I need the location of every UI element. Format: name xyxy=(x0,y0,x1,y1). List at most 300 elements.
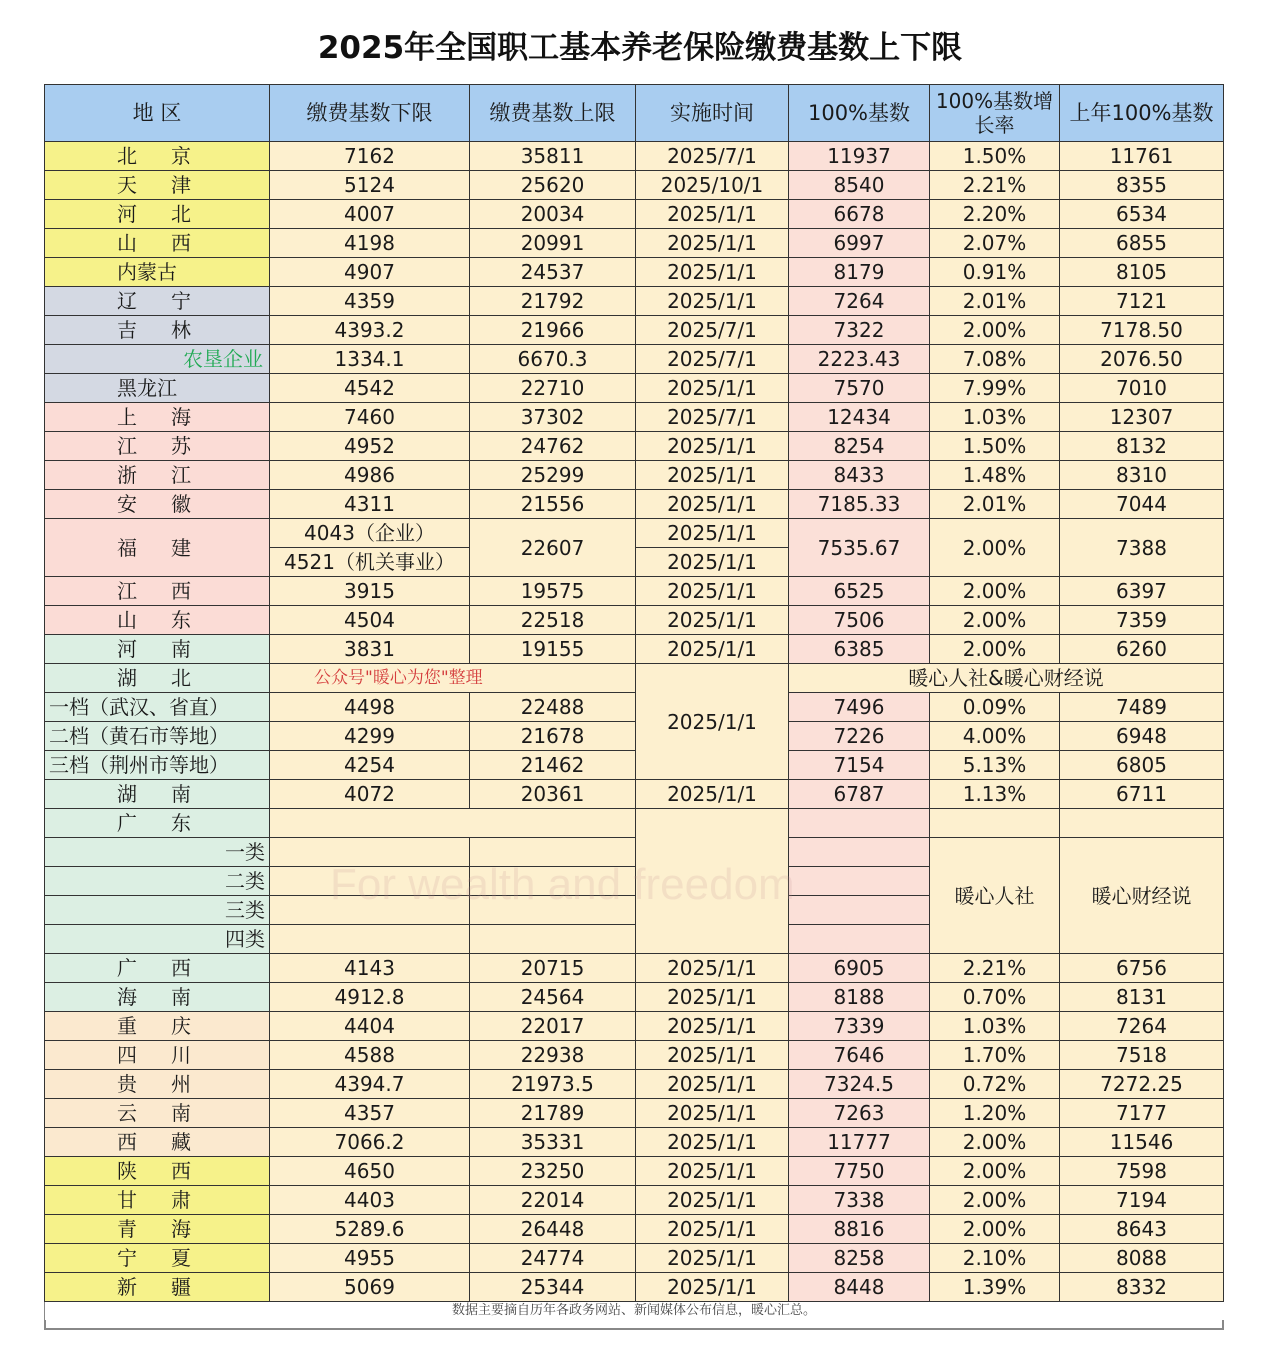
growth-cell: 1.50% xyxy=(930,432,1060,461)
prev-cell: 7264 xyxy=(1060,1012,1224,1041)
region-cell: 湖北 xyxy=(45,664,270,693)
table-row xyxy=(45,200,1224,229)
col-date: 实施时间 xyxy=(636,85,789,142)
upper-cell xyxy=(470,867,636,896)
lower-cell: 4952 xyxy=(270,432,470,461)
upper-cell: 20034 xyxy=(470,200,636,229)
base-cell: 6905 xyxy=(789,954,930,983)
region-cell: 甘肃 xyxy=(45,1186,270,1215)
lower-cell: 4404 xyxy=(270,1012,470,1041)
page-title: 2025年全国职工基本养老保险缴费基数上下限 xyxy=(317,30,963,66)
prev-cell: 6260 xyxy=(1060,635,1224,664)
base-cell xyxy=(789,925,930,954)
lower-cell: 4542 xyxy=(270,374,470,403)
growth-cell: 2.20% xyxy=(930,200,1060,229)
prev-cell: 8310 xyxy=(1060,461,1224,490)
region-cell: 湖南 xyxy=(45,780,270,809)
col-base: 100%基数 xyxy=(789,85,930,142)
base-cell: 7496 xyxy=(789,693,930,722)
base-cell: 8433 xyxy=(789,461,930,490)
base-cell: 7185.33 xyxy=(789,490,930,519)
date-cell: 2025/1/1 xyxy=(636,200,789,229)
growth-cell: 2.00% xyxy=(930,635,1060,664)
upper-cell: 25299 xyxy=(470,461,636,490)
region-cell: 吉林 xyxy=(45,316,270,345)
upper-cell: 20715 xyxy=(470,954,636,983)
lower-cell: 4359 xyxy=(270,287,470,316)
date-cell: 2025/1/1 xyxy=(636,258,789,287)
region-cell: 农垦企业 xyxy=(45,345,270,374)
date-cell: 2025/1/1 xyxy=(636,287,789,316)
header-row xyxy=(45,85,1224,142)
base-cell: 7338 xyxy=(789,1186,930,1215)
prev-cell: 8105 xyxy=(1060,258,1224,287)
growth-cell: 1.13% xyxy=(930,780,1060,809)
growth-cell: 0.91% xyxy=(930,258,1060,287)
lower-cell: 4299 xyxy=(270,722,470,751)
base-cell: 11777 xyxy=(789,1128,930,1157)
upper-cell: 6670.3 xyxy=(470,345,636,374)
lower-cell: 4588 xyxy=(270,1041,470,1070)
lower-cell: 7460 xyxy=(270,403,470,432)
region-cell: 贵州 xyxy=(45,1070,270,1099)
region-cell: 河南 xyxy=(45,635,270,664)
region-cell: 江苏 xyxy=(45,432,270,461)
table-row xyxy=(45,142,1224,171)
base-cell: 8448 xyxy=(789,1273,930,1302)
date-cell: 2025/7/1 xyxy=(636,345,789,374)
region-cell: 上海 xyxy=(45,403,270,432)
base-cell: 6997 xyxy=(789,229,930,258)
lower-cell: 4043（企业） xyxy=(270,519,470,548)
upper-cell: 35811 xyxy=(470,142,636,171)
prev-cell: 6855 xyxy=(1060,229,1224,258)
table-row xyxy=(45,606,1224,635)
table-row xyxy=(45,1041,1224,1070)
date-cell: 2025/10/1 xyxy=(636,171,789,200)
prev-cell: 8355 xyxy=(1060,171,1224,200)
growth-cell: 2.00% xyxy=(930,1157,1060,1186)
lower-cell: 4393.2 xyxy=(270,316,470,345)
base-cell: 7324.5 xyxy=(789,1070,930,1099)
growth-cell: 0.72% xyxy=(930,1070,1060,1099)
banner-cell: 暖心人社&暖心财经说 xyxy=(789,664,1224,693)
growth-cell: 2.00% xyxy=(930,519,1060,577)
lower-cell xyxy=(270,896,470,925)
region-cell: 福建 xyxy=(45,519,270,577)
table-row xyxy=(45,838,1224,867)
table-row xyxy=(45,229,1224,258)
prev-cell: 7178.50 xyxy=(1060,316,1224,345)
growth-cell: 1.39% xyxy=(930,1273,1060,1302)
region-cell: 辽宁 xyxy=(45,287,270,316)
upper-cell: 24564 xyxy=(470,983,636,1012)
lower-cell: 4986 xyxy=(270,461,470,490)
prev-cell: 7044 xyxy=(1060,490,1224,519)
upper-cell: 19575 xyxy=(470,577,636,606)
date-cell: 2025/1/1 xyxy=(636,1273,789,1302)
date-cell: 2025/1/1 xyxy=(636,635,789,664)
date-cell: 2025/1/1 xyxy=(636,1012,789,1041)
prev-cell: 7194 xyxy=(1060,1186,1224,1215)
upper-cell: 22014 xyxy=(470,1186,636,1215)
prev-cell: 7489 xyxy=(1060,693,1224,722)
region-cell: 一类 xyxy=(45,838,270,867)
lower-cell: 4357 xyxy=(270,1099,470,1128)
table-row xyxy=(45,751,1224,780)
lower-cell: 4072 xyxy=(270,780,470,809)
date-cell: 2025/1/1 xyxy=(636,432,789,461)
table-row xyxy=(45,461,1224,490)
base-cell: 2223.43 xyxy=(789,345,930,374)
table-row xyxy=(45,809,1224,838)
lower-cell: 7066.2 xyxy=(270,1128,470,1157)
upper-cell: 20361 xyxy=(470,780,636,809)
table-row xyxy=(45,374,1224,403)
lower-cell: 4198 xyxy=(270,229,470,258)
region-cell: 云南 xyxy=(45,1099,270,1128)
date-cell: 2025/1/1 xyxy=(636,780,789,809)
table-row xyxy=(45,287,1224,316)
lower-cell: 4504 xyxy=(270,606,470,635)
region-cell: 青海 xyxy=(45,1215,270,1244)
table-row xyxy=(45,693,1224,722)
table-row xyxy=(45,171,1224,200)
region-cell: 西藏 xyxy=(45,1128,270,1157)
base-cell: 11937 xyxy=(789,142,930,171)
growth-cell: 2.21% xyxy=(930,171,1060,200)
note-cell: 公众号"暖心为您"整理 xyxy=(270,664,636,693)
growth-cell: 2.00% xyxy=(930,606,1060,635)
growth-cell: 7.99% xyxy=(930,374,1060,403)
upper-cell: 19155 xyxy=(470,635,636,664)
base-cell: 7646 xyxy=(789,1041,930,1070)
prev-cell: 11546 xyxy=(1060,1128,1224,1157)
table-row xyxy=(45,258,1224,287)
date-cell: 2025/1/1 xyxy=(636,1157,789,1186)
upper-cell: 25344 xyxy=(470,1273,636,1302)
lower-cell: 5289.6 xyxy=(270,1215,470,1244)
growth-cell: 1.48% xyxy=(930,461,1060,490)
base-cell: 7570 xyxy=(789,374,930,403)
date-cell: 2025/1/1 xyxy=(636,229,789,258)
growth-cell: 1.20% xyxy=(930,1099,1060,1128)
growth-cell: 暖心人社 xyxy=(930,838,1060,954)
lower-cell: 4650 xyxy=(270,1157,470,1186)
prev-cell: 8131 xyxy=(1060,983,1224,1012)
prev-cell: 7388 xyxy=(1060,519,1224,577)
table-row xyxy=(45,1215,1224,1244)
growth-cell: 2.01% xyxy=(930,287,1060,316)
table-row xyxy=(45,635,1224,664)
base-cell xyxy=(789,809,930,838)
prev-cell: 8088 xyxy=(1060,1244,1224,1273)
lower-cell: 4254 xyxy=(270,751,470,780)
upper-cell: 21462 xyxy=(470,751,636,780)
lower-cell xyxy=(270,925,470,954)
date-cell: 2025/1/1 xyxy=(636,548,789,577)
growth-cell: 2.00% xyxy=(930,1128,1060,1157)
upper-cell: 24762 xyxy=(470,432,636,461)
prev-cell: 7010 xyxy=(1060,374,1224,403)
prev-cell: 12307 xyxy=(1060,403,1224,432)
table-row xyxy=(45,577,1224,606)
upper-cell: 25620 xyxy=(470,171,636,200)
upper-cell xyxy=(470,896,636,925)
upper-cell: 24774 xyxy=(470,1244,636,1273)
upper-cell: 22938 xyxy=(470,1041,636,1070)
base-cell: 7154 xyxy=(789,751,930,780)
date-cell: 2025/1/1 xyxy=(636,577,789,606)
base-cell: 8254 xyxy=(789,432,930,461)
table-row xyxy=(45,780,1224,809)
growth-cell: 4.00% xyxy=(930,722,1060,751)
date-cell: 2025/1/1 xyxy=(636,664,789,780)
upper-cell: 21792 xyxy=(470,287,636,316)
date-cell: 2025/1/1 xyxy=(636,1099,789,1128)
base-cell: 7264 xyxy=(789,287,930,316)
col-region: 地 区 xyxy=(45,85,270,142)
prev-cell: 8643 xyxy=(1060,1215,1224,1244)
prev-cell: 2076.50 xyxy=(1060,345,1224,374)
base-cell: 6678 xyxy=(789,200,930,229)
growth-cell: 2.10% xyxy=(930,1244,1060,1273)
growth-cell: 0.09% xyxy=(930,693,1060,722)
region-cell: 新疆 xyxy=(45,1273,270,1302)
growth-cell: 1.70% xyxy=(930,1041,1060,1070)
date-cell: 2025/1/1 xyxy=(636,374,789,403)
date-cell: 2025/1/1 xyxy=(636,1186,789,1215)
table-row xyxy=(45,316,1224,345)
upper-cell: 22710 xyxy=(470,374,636,403)
lower-cell: 4912.8 xyxy=(270,983,470,1012)
region-cell: 宁夏 xyxy=(45,1244,270,1273)
base-cell: 7322 xyxy=(789,316,930,345)
region-cell: 广西 xyxy=(45,954,270,983)
upper-cell: 22017 xyxy=(470,1012,636,1041)
table-row xyxy=(45,954,1224,983)
lower-cell: 4403 xyxy=(270,1186,470,1215)
region-cell: 山东 xyxy=(45,606,270,635)
table-row xyxy=(45,983,1224,1012)
upper-cell: 22518 xyxy=(470,606,636,635)
growth-cell: 0.70% xyxy=(930,983,1060,1012)
lower-cell xyxy=(270,867,470,896)
upper-cell: 20991 xyxy=(470,229,636,258)
upper-cell: 24537 xyxy=(470,258,636,287)
date-cell: 2025/1/1 xyxy=(636,1070,789,1099)
date-cell: 2025/1/1 xyxy=(636,490,789,519)
growth-cell: 2.07% xyxy=(930,229,1060,258)
base-cell: 8188 xyxy=(789,983,930,1012)
table-row xyxy=(45,432,1224,461)
region-cell: 海南 xyxy=(45,983,270,1012)
upper-cell xyxy=(470,838,636,867)
table-row xyxy=(45,722,1224,751)
growth-cell: 2.00% xyxy=(930,1186,1060,1215)
growth-cell: 1.03% xyxy=(930,1012,1060,1041)
growth-cell: 7.08% xyxy=(930,345,1060,374)
base-cell: 6385 xyxy=(789,635,930,664)
table-row xyxy=(45,1244,1224,1273)
date-cell: 2025/1/1 xyxy=(636,954,789,983)
growth-cell: 2.00% xyxy=(930,577,1060,606)
base-cell: 8258 xyxy=(789,1244,930,1273)
prev-cell: 6711 xyxy=(1060,780,1224,809)
lower-cell xyxy=(270,809,636,838)
upper-cell: 21678 xyxy=(470,722,636,751)
base-cell: 6525 xyxy=(789,577,930,606)
region-cell: 黑龙江 xyxy=(45,374,270,403)
base-cell xyxy=(789,867,930,896)
prev-cell: 6948 xyxy=(1060,722,1224,751)
region-cell: 安徽 xyxy=(45,490,270,519)
region-cell: 一档（武汉、省直） xyxy=(45,693,270,722)
prev-cell: 6397 xyxy=(1060,577,1224,606)
prev-cell: 暖心财经说 xyxy=(1060,838,1224,954)
date-cell: 2025/1/1 xyxy=(636,519,789,548)
date-cell: 2025/1/1 xyxy=(636,461,789,490)
upper-cell: 21789 xyxy=(470,1099,636,1128)
upper-cell: 21966 xyxy=(470,316,636,345)
lower-cell: 4007 xyxy=(270,200,470,229)
region-cell: 三档（荆州市等地） xyxy=(45,751,270,780)
prev-cell: 11761 xyxy=(1060,142,1224,171)
upper-cell: 22607 xyxy=(470,519,636,577)
upper-cell: 22488 xyxy=(470,693,636,722)
prev-cell: 6756 xyxy=(1060,954,1224,983)
growth-cell: 2.00% xyxy=(930,1215,1060,1244)
base-cell: 6787 xyxy=(789,780,930,809)
date-cell: 2025/1/1 xyxy=(636,1128,789,1157)
date-cell: 2025/1/1 xyxy=(636,1244,789,1273)
date-cell: 2025/7/1 xyxy=(636,142,789,171)
table-row xyxy=(45,1070,1224,1099)
lower-cell: 4311 xyxy=(270,490,470,519)
upper-cell: 26448 xyxy=(470,1215,636,1244)
upper-cell: 37302 xyxy=(470,403,636,432)
date-cell xyxy=(636,809,789,954)
growth-cell: 2.01% xyxy=(930,490,1060,519)
table-row xyxy=(45,403,1224,432)
region-cell: 二档（黄石市等地） xyxy=(45,722,270,751)
prev-cell: 7598 xyxy=(1060,1157,1224,1186)
table-row xyxy=(45,1186,1224,1215)
table-row xyxy=(45,1128,1224,1157)
region-cell: 二类 xyxy=(45,867,270,896)
region-cell: 山西 xyxy=(45,229,270,258)
table-row xyxy=(45,519,1224,548)
footer-note: 数据主要摘自历年各政务网站、新闻媒体公布信息，暖心汇总。 xyxy=(45,1302,1224,1321)
growth-cell: 2.00% xyxy=(930,316,1060,345)
prev-cell: 7359 xyxy=(1060,606,1224,635)
lower-cell: 3831 xyxy=(270,635,470,664)
region-cell: 四川 xyxy=(45,1041,270,1070)
growth-cell: 2.21% xyxy=(930,954,1060,983)
upper-cell: 21973.5 xyxy=(470,1070,636,1099)
base-cell xyxy=(789,838,930,867)
base-cell: 8179 xyxy=(789,258,930,287)
base-cell: 7226 xyxy=(789,722,930,751)
region-cell: 浙江 xyxy=(45,461,270,490)
base-cell xyxy=(789,896,930,925)
growth-cell: 5.13% xyxy=(930,751,1060,780)
region-cell: 天津 xyxy=(45,171,270,200)
date-cell: 2025/1/1 xyxy=(636,983,789,1012)
base-cell: 8816 xyxy=(789,1215,930,1244)
prev-cell: 6805 xyxy=(1060,751,1224,780)
lower-cell: 5069 xyxy=(270,1273,470,1302)
upper-cell: 23250 xyxy=(470,1157,636,1186)
pension-base-table xyxy=(44,84,1224,1320)
prev-cell: 7121 xyxy=(1060,287,1224,316)
lower-cell: 1334.1 xyxy=(270,345,470,374)
lower-cell: 4498 xyxy=(270,693,470,722)
prev-cell: 7272.25 xyxy=(1060,1070,1224,1099)
region-cell: 陕西 xyxy=(45,1157,270,1186)
prev-cell: 8332 xyxy=(1060,1273,1224,1302)
lower-cell: 4955 xyxy=(270,1244,470,1273)
upper-cell: 21556 xyxy=(470,490,636,519)
date-cell: 2025/1/1 xyxy=(636,606,789,635)
table-row xyxy=(45,1012,1224,1041)
col-prev: 上年100%基数 xyxy=(1060,85,1224,142)
date-cell: 2025/1/1 xyxy=(636,1041,789,1070)
table-row xyxy=(45,1273,1224,1302)
region-cell: 广东 xyxy=(45,809,270,838)
footer-row xyxy=(45,1302,1224,1321)
col-lower: 缴费基数下限 xyxy=(270,85,470,142)
upper-cell: 35331 xyxy=(470,1128,636,1157)
col-growth: 100%基数增长率 xyxy=(930,85,1060,142)
table-row xyxy=(45,664,1224,693)
table-row xyxy=(45,345,1224,374)
growth-cell: 1.03% xyxy=(930,403,1060,432)
date-cell: 2025/1/1 xyxy=(636,1215,789,1244)
region-cell: 三类 xyxy=(45,896,270,925)
date-cell: 2025/7/1 xyxy=(636,403,789,432)
lower-cell: 4394.7 xyxy=(270,1070,470,1099)
table-row xyxy=(45,490,1224,519)
table-row xyxy=(45,1157,1224,1186)
region-cell: 北京 xyxy=(45,142,270,171)
base-cell: 7750 xyxy=(789,1157,930,1186)
prev-cell: 7518 xyxy=(1060,1041,1224,1070)
base-cell: 8540 xyxy=(789,171,930,200)
lower-cell: 4521（机关事业） xyxy=(270,548,470,577)
growth-cell: 1.50% xyxy=(930,142,1060,171)
prev-cell: 7177 xyxy=(1060,1099,1224,1128)
prev-cell: 6534 xyxy=(1060,200,1224,229)
base-cell: 7535.67 xyxy=(789,519,930,577)
lower-cell: 3915 xyxy=(270,577,470,606)
table-row xyxy=(45,1099,1224,1128)
lower-cell: 5124 xyxy=(270,171,470,200)
base-cell: 7339 xyxy=(789,1012,930,1041)
col-upper: 缴费基数上限 xyxy=(470,85,636,142)
lower-cell: 4907 xyxy=(270,258,470,287)
region-cell: 四类 xyxy=(45,925,270,954)
region-cell: 江西 xyxy=(45,577,270,606)
upper-cell xyxy=(470,925,636,954)
lower-cell xyxy=(270,838,470,867)
base-cell: 12434 xyxy=(789,403,930,432)
region-cell: 河北 xyxy=(45,200,270,229)
lower-cell: 7162 xyxy=(270,142,470,171)
region-cell: 内蒙古 xyxy=(45,258,270,287)
base-cell: 7263 xyxy=(789,1099,930,1128)
growth-cell xyxy=(930,809,1060,838)
